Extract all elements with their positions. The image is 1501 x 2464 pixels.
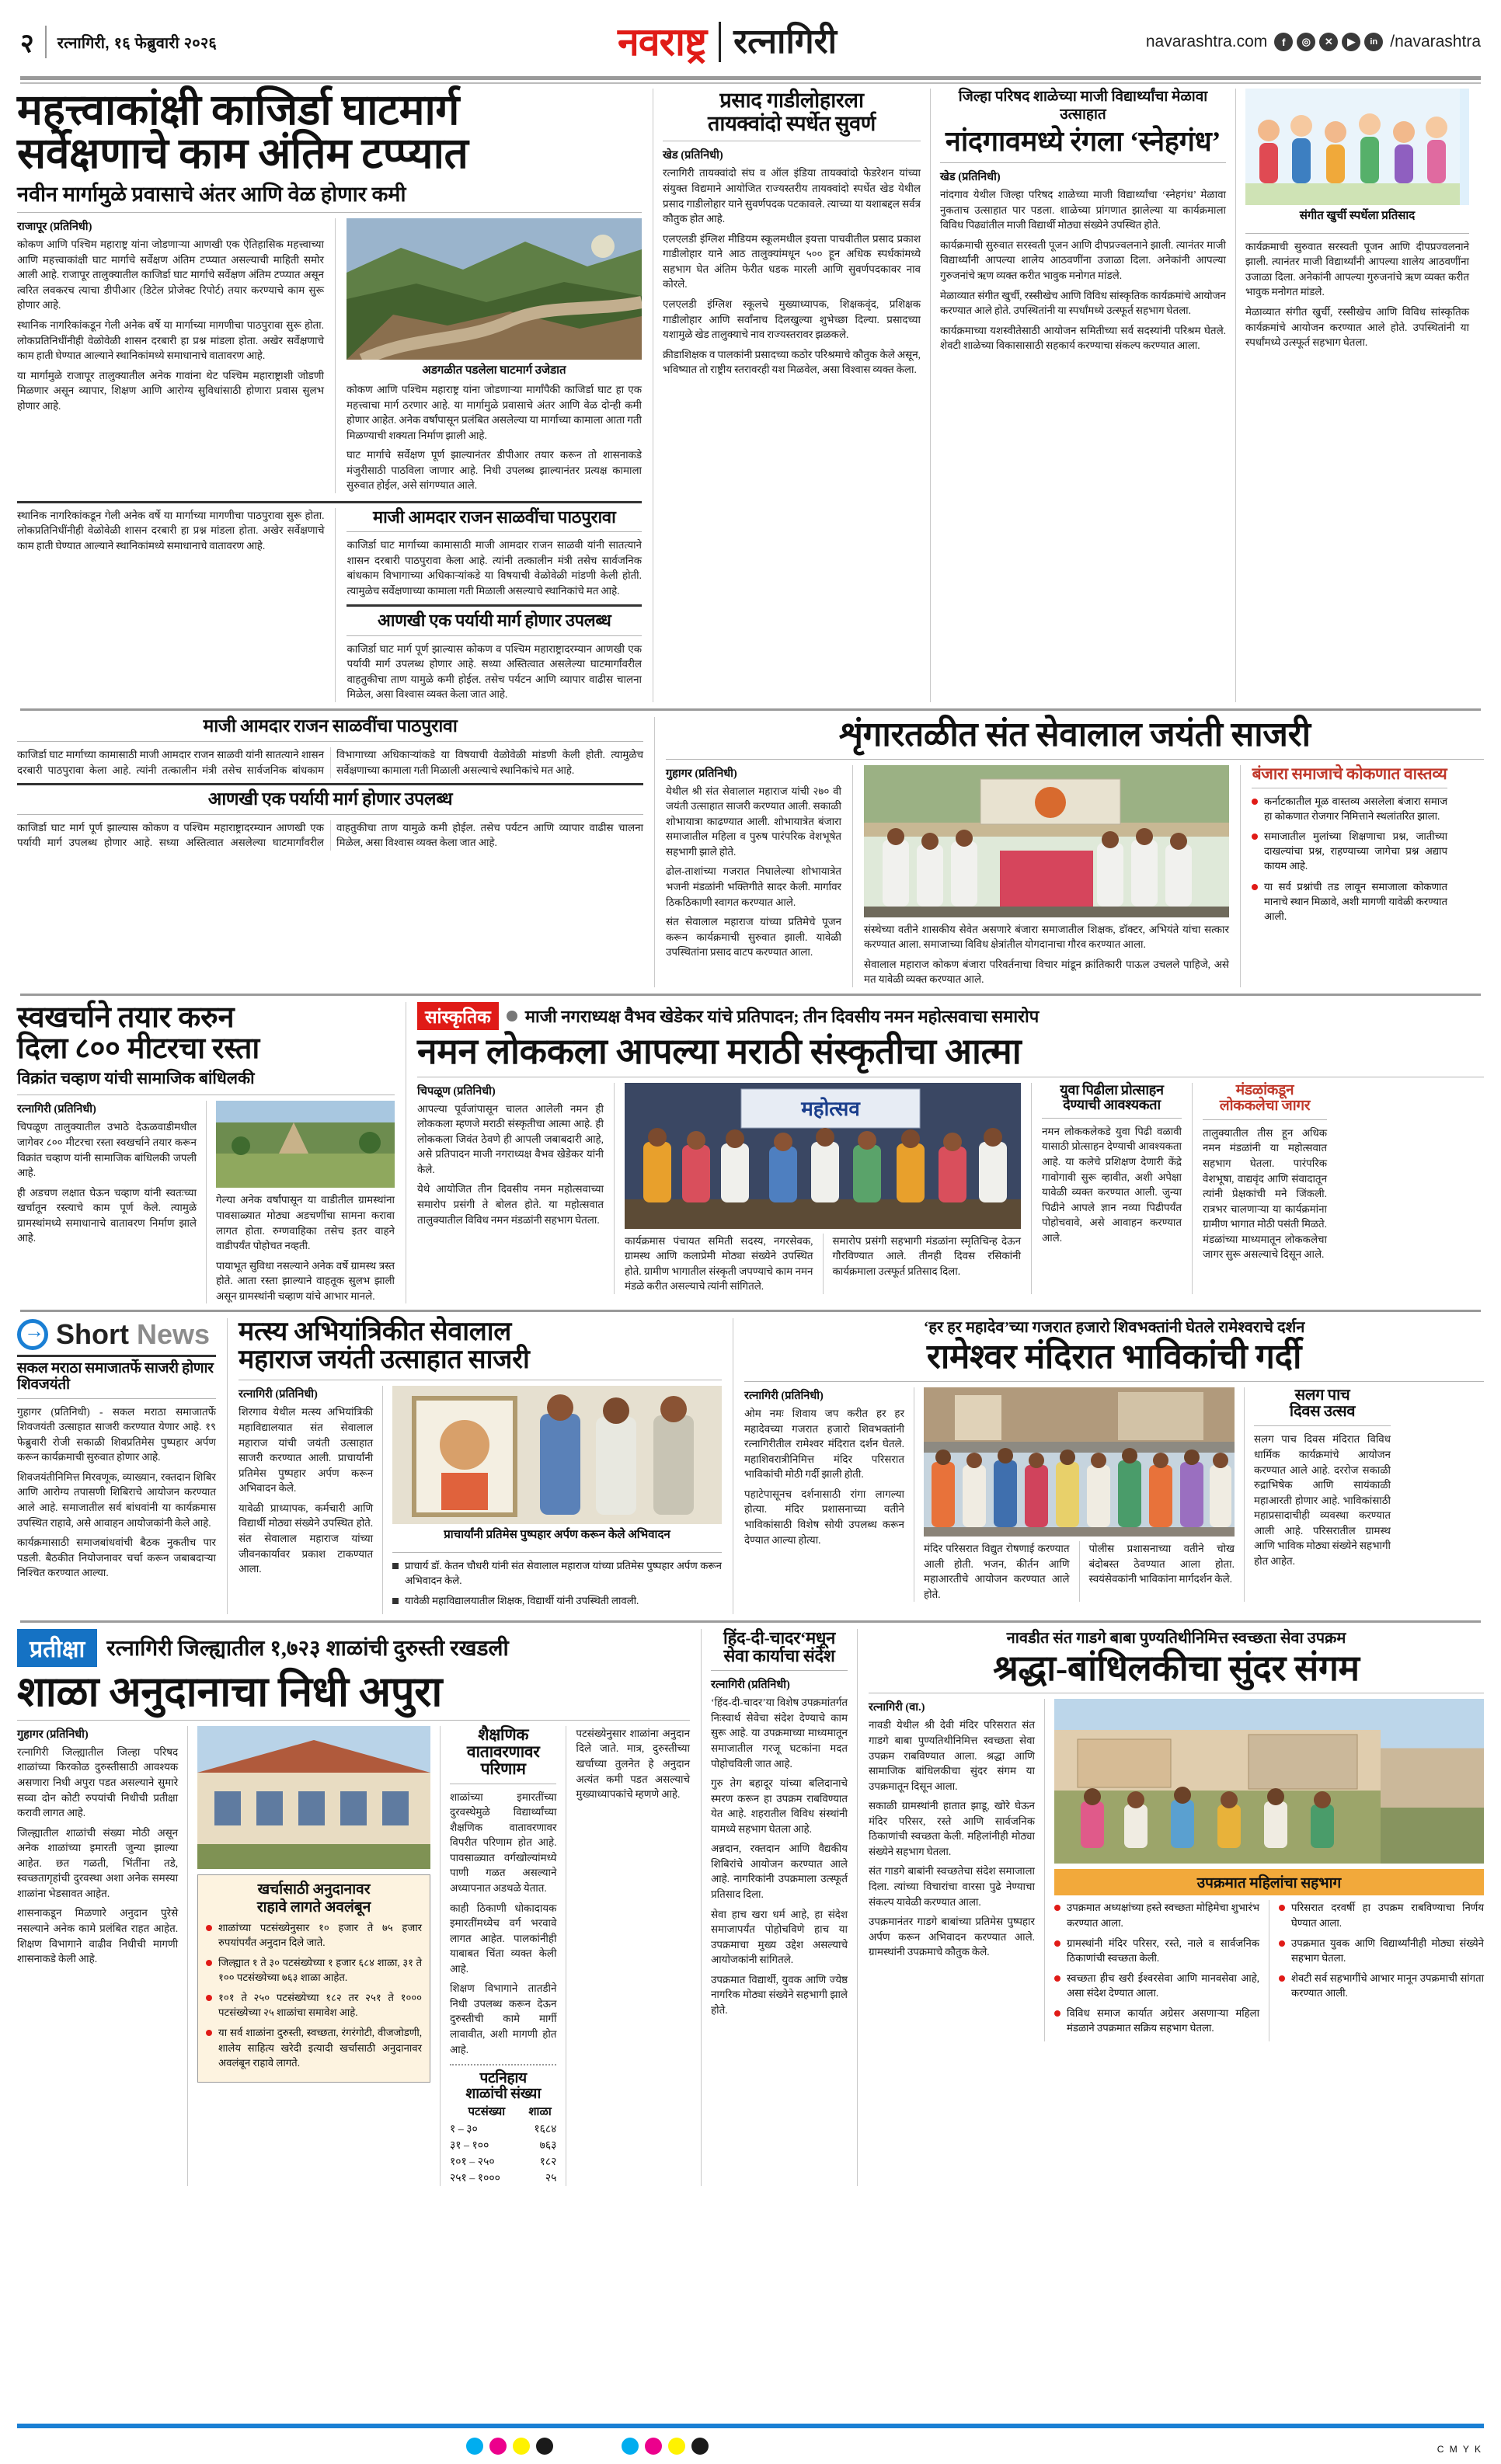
taekwondo-headline-line2: तायक्वांदो स्पर्धेत सुवर्ण: [707, 112, 876, 136]
hind-chadar-headline-2: सेवा कार्याचा संदेश: [723, 1645, 835, 1665]
bottom-section: [17, 1629, 1484, 2187]
mla-followup-body: काजिर्डा घाट मार्गाच्या कामासाठी माजी आमदार राजन साळवी यांनी सातत्याने शासन दरबारी पाठपुरावा केला आहे. त्यांनी तत्कालीन मंत्री तसेच सार्वजनिक बांधकाम विभागाच्या अधिकाऱ्यांकडे या विषयाची वेळोवेळी मांडणी केली होती. त्यामुळेच सर्वेक्षणाच्या कामाला गती मिळाली असल्याचे स्थानिकांचे मत आहे.: [347, 539, 642, 597]
snehgandh-side-body-1: कार्यक्रमाची सुरुवात सरस्वती पूजन आणि दीपप्रज्वलनाने झाली. त्यानंतर माजी विद्यार्थ्यांनी आपल्या शालेय आठवणींना उजाळा दिला. अनेकांनी आपल्या गुरुजनांचे ऋण व्यक्त करीत भावुक मनोगत मांडले.: [1245, 240, 1469, 298]
gadge-box-item: उपक्रमात अध्यक्षांच्या हस्ते स्वच्छता मोहिमेचा शुभारंभ करण्यात आला.: [1054, 1900, 1259, 1930]
alt-route-headline-2: आणखी एक पर्यायी मार्ग होणार उपलब्ध: [207, 788, 453, 809]
lead-byline: राजापूर (प्रतिनिधी): [17, 221, 92, 234]
banjara-box-headline: बंजारा समाजाचे कोकणात वास्तव्य: [1252, 764, 1447, 783]
lead-rule: [17, 212, 642, 213]
schools-expense-box: [197, 1874, 430, 2083]
bullet-dot-icon: [507, 1011, 517, 1021]
gadge-box-item: शेवटी सर्व सहभागींचे आभार मानून उपक्रमाची सांगता करण्यात आली.: [1279, 1971, 1484, 2000]
black-dot-icon: [691, 2438, 709, 2455]
alt-route-headline: आणखी एक पर्यायी मार्ग होणार उपलब्ध: [377, 611, 611, 631]
short-news-label-2: News: [137, 1318, 211, 1351]
gadge-box-item: उपक्रमात युवक आणि विद्यार्थ्यांनीही मोठ्या संख्येने सहभाग घेतला.: [1279, 1936, 1484, 1965]
naman-body-2: येथे आयोजित तीन दिवसीय नमन महोत्सवाच्या समारोप प्रसंगी ते बोलत होते. या महोत्सवात तालुक्यातील विविध नमन मंडळांनी सहभाग घेतला.: [417, 1183, 604, 1226]
academic-box-headline-3: परिणाम: [480, 1759, 526, 1779]
rameshwar-body-1: ओम नमः शिवाय जप करीत हर हर महादेवच्या गजरात हजारो शिवभक्तांनी रत्नागिरीतील रामेश्वर मंदिरात दर्शन घेतले. महाशिवरात्रीनिमित्त मंदिर परिसरात भाविकांची मोठी गर्दी झाली होती.: [744, 1408, 904, 1481]
magenta-dot-icon: [489, 2438, 507, 2455]
gadge-box-item: विविध समाज कार्यात अग्रेसर असणाऱ्या महिला मंडळाने उपक्रमात सक्रिय सहभाग घेतला.: [1054, 2006, 1259, 2035]
linkedin-icon[interactable]: in: [1364, 33, 1383, 51]
gadge-body-1: नावडी येथील श्री देवी मंदिर परिसरात संत गाडगे बाबा पुण्यतिथीनिमित्त स्वच्छता सेवा उपक्रम राबविण्यात आला. श्रद्धा आणि सामाजिक बांधिलकीचा सुंदर संगम या उपक्रमातून दिसून आला.: [869, 1719, 1035, 1792]
school-count-table: [450, 2102, 556, 2186]
schools-box-item: १०१ ते २५० पटसंख्येच्या १८२ तर २५१ ते १००० पटसंख्येच्या २५ शाळांचा समावेश आहे.: [206, 1990, 422, 2020]
rameshwar-temple-crowd-photo: [924, 1387, 1235, 1537]
table-cell: १६८४: [534, 2124, 557, 2136]
snehgandh-story: [931, 89, 1235, 702]
banjara-item: समाजातील मुलांच्या शिक्षणाचा प्रश्न, जातीच्या दाखल्यांचा प्रश्न, राहण्याच्या जागेचा प्रश्न अद्याप कायम आहे.: [1252, 829, 1447, 873]
short-news-label-1: Short: [56, 1318, 129, 1351]
footer-blue-bar: [17, 2424, 1484, 2428]
schools-headline: शाळा अनुदानाचा निधी अपुरा: [17, 1668, 443, 1715]
table-cell: १ – ३०: [449, 2124, 478, 2136]
five-days-box-headline-2: दिवस उत्सव: [1289, 1403, 1356, 1421]
taekwondo-story: [653, 89, 930, 702]
ghat-road-photo: [347, 218, 642, 360]
arrow-circle-icon: [17, 1319, 48, 1350]
naman-section: [17, 1002, 1484, 1303]
hind-chadar-byline: रत्नागिरी (प्रतिनिधी): [711, 1679, 790, 1692]
schools-body-1: रत्नागिरी जिल्ह्यातील जिल्हा परिषद शाळांच्या किरकोळ दुरुस्तीसाठी आवश्यक असणारा निधी अपुरा पडत असल्याने सुमारे सव्वा दोन कोटी रुपयांची निधीची प्रतीक्षा करावी लागत आहे.: [17, 1745, 179, 1819]
schools-box-item: शाळांच्या पटसंख्येनुसार १० हजार ते ७५ हजार रुपयांपर्यंत अनुदान दिले जाते.: [206, 1920, 422, 1950]
lead-headline-line2: सर्वेक्षणाचे काम अंतिम टप्प्यात: [17, 130, 468, 178]
rameshwar-body-4: पोलीस प्रशासनाच्या वतीने चोख बंदोबस्त ठेवण्यात आला होता. स्वयंसेवकांनी भाविकांना मार्गदर्शन केले.: [1088, 1543, 1235, 1585]
lead-body-5: या मार्गामुळे राजापूर तालुक्यातील अनेक गावांना थेट पश्चिम महाराष्ट्राशी जोडणी मिळणार असून व्यापार, शिक्षण आणि आरोग्य सुविधांसाठी होणारा प्रवास सुलभ होणार आहे.: [17, 369, 324, 412]
sevalal-body-1: येथील श्री संत सेवालाल महाराज यांची २७० वी जयंती उत्साहात साजरी करण्यात आली. सकाळी शोभायात्रा काढण्यात आली. शोभायात्रेत बंजारा समाजातील महिला व पुरुष पारंपरिक वेशभूषेत सहभागी झाले होते.: [666, 785, 841, 858]
logo-separator: [719, 22, 721, 62]
masthead-right: [1108, 33, 1481, 51]
naman-kicker: माजी नगराध्यक्ष वैभव खेडेकर यांचे प्रतिपादन; तीन दिवसीय नमन महोत्सवाचा समारोप: [524, 1006, 1040, 1026]
sevalal-body-5: सेवालाल महाराज कोकण बंजारा परिवर्तनाचा विचार मांडून क्रांतिकारी पाऊल उचलले पाहिजे, असे मत यावेळी व्यक्त करण्यात आले.: [864, 958, 1229, 986]
gadge-box-list-left: [1054, 1900, 1259, 2041]
hind-chadar-body-4: सेवा हाच खरा धर्म आहे, हा संदेश समाजापर्यंत पोहोचविणे हाच या उपक्रमाचा मुख्य उद्देश असल्याचे आयोजकांनी सांगितले.: [711, 1908, 848, 1966]
table-cell: ७६३: [539, 2140, 557, 2153]
gadge-box-item: स्वच्छता हीच खरी ईश्वरसेवा आणि मानवसेवा आहे, असा संदेश देण्यात आला.: [1054, 1971, 1259, 2000]
page-number: २: [20, 29, 34, 58]
table-cell: २५: [545, 2173, 557, 2185]
road-subheadline: विक्रांत चव्हाण यांची सामाजिक बांधिलकी: [17, 1069, 255, 1088]
road-body-4: पायाभूत सुविधा नसल्याने अनेक वर्षे ग्रामस्थ त्रस्त होते. आता रस्ता झाल्याने वाहतूक सुलभ झाली असून ग्रामस्थांनी चव्हाण यांचे आभार मानले.: [216, 1259, 395, 1302]
alt-route-body-2: काजिर्डा घाट मार्ग पूर्ण झाल्यास कोकण व पश्चिम महाराष्ट्रादरम्यान आणखी एक पर्यायी मार्ग उपलब्ध होणार आहे. सध्या अस्तित्वात असलेल्या घाटमार्गांवरील वाहतुकीचा ताण यामुळे कमी होईल. तसेच पर्यटन आणि व्यापार वाढीस चालना मिळेल, असा विश्वास व्यक्त केला जात आहे.: [17, 821, 643, 849]
midlower-section-rule: [20, 1620, 1481, 1623]
mandale-box-headline-2: लोककलेचा जागर: [1219, 1097, 1311, 1114]
snehgandh-kicker: जिल्हा परिषद शाळेच्या माजी विद्यार्थ्यांचा मेळावा उत्साहात: [958, 89, 1208, 123]
mla-followup-body-2: काजिर्डा घाट मार्गाच्या कामासाठी माजी आमदार राजन साळवी यांनी सातत्याने शासन दरबारी पाठपुरावा केला आहे. त्यांनी तत्कालीन मंत्री तसेच सार्वजनिक बांधकाम विभागाच्या अधिकाऱ्यांकडे या विषयाची वेळोवेळी मांडणी केली होती. त्यामुळेच सर्वेक्षणाच्या कामाला गती मिळाली असल्याचे स्थानिकांचे मत आहे.: [17, 749, 643, 776]
naman-story: [406, 1002, 1484, 1303]
rameshwar-body-3: मंदिर परिसरात विद्युत रोषणाई करण्यात आली होती. भजन, कीर्तन आणि महाआरतीचे आयोजन करण्यात आले होते.: [924, 1543, 1070, 1600]
social-handle: /navarashtra: [1390, 33, 1481, 50]
gadge-body-3: संत गाडगे बाबांनी स्वच्छतेचा संदेश समाजाला दिला. त्यांच्या विचारांचा वारसा पुढे नेण्याचा संकल्प यावेळी करण्यात आला.: [869, 1865, 1035, 1908]
sevalal-jayanti-story: [655, 717, 1484, 987]
schools-box-headline-1: खर्चासाठी अनुदानावर: [257, 1881, 371, 1898]
youth-box-body: नमन लोककलेकडे युवा पिढी वळावी यासाठी प्रोत्साहन देण्याची आवश्यकता आहे. या कलेचे प्रशिक्षण देणारी केंद्रे गावोगावी सुरू व्हावीत, अशी अपेक्षा यावेळी व्यक्त करण्यात आली. जुन्या पिढीने आपले ज्ञान नव्या पिढीपर्यंत पोहोचवावे, असे आवाहन करण्यात आले.: [1042, 1125, 1182, 1244]
youth-box-headline: युवा पिढीला प्रोत्साहन देण्याची आवश्यकता: [1060, 1081, 1164, 1112]
table-row: [450, 2137, 556, 2153]
lead-subheadline: नवीन मार्गामुळे प्रवासाचे अंतर आणि वेळ होणार कमी: [17, 183, 406, 207]
lead-body-1: कोकण आणि पश्चिम महाराष्ट्र यांना जोडणाऱ्या आणखी एक ऐतिहासिक महत्त्वाच्या आणि महत्त्वाकांक्षी घाट मार्गाचे सर्वेक्षण अंतिम टप्प्यात असल्याची माहिती समोर आली आहे. राजापूर तालुक्यातील काजिर्डा घाट मार्गाचे सर्वेक्षण अंतिम टप्प्यात असून त्वरित लवकरच त्याचा डीपीआर (डिटेल प्रोजेक्ट रिपोर्ट) तयार करण्याचे काम सुरू होणार आहे.: [17, 238, 324, 311]
rameshwar-byline: रत्नागिरी (प्रतिनिधी): [744, 1390, 824, 1403]
matsya-bullet-list: [392, 1558, 722, 1608]
academic-box-body-3: शिक्षण विभागाने तातडीने निधी उपलब्ध करून देऊन दुरुस्तीची कामे मार्गी लावावीत, अशी मागणी होत आहे.: [449, 1982, 557, 2055]
alt-route-body: काजिर्डा घाट मार्ग पूर्ण झाल्यास कोकण व पश्चिम महाराष्ट्रादरम्यान आणखी एक पर्यायी मार्ग उपलब्ध होणार आहे. सध्या अस्तित्वात असलेल्या घाटमार्गांवरील वाहतुकीचा ताण यामुळे कमी होईल. तसेच पर्यटन आणि व्यापार वाढीस चालना मिळेल, असा विश्वास व्यक्त केला जात आहे.: [347, 642, 642, 701]
short-news-body-1: गुहागर (प्रतिनिधी) - सकल मराठा समाजातर्फे शिवजयंती उत्साहात साजरी करण्यात येणार आहे. १९ फेब्रुवारी रोजी सकाळी शिवप्रतिमेस पुष्पहार अर्पण करून कार्यक्रमाची सुरुवात होणार आहे.: [17, 1405, 216, 1463]
gadge-kicker: नावडीत संत गाडगे बाबा पुण्यतिथीनिमित्त स्वच्छता सेवा उपक्रम: [1006, 1629, 1346, 1647]
schools-body-4: पटसंख्येनुसार शाळांना अनुदान दिले जाते. मात्र, दुरुस्तीच्या खर्चाच्या तुलनेत हे अनुदान अत्यंत कमी पडत असल्याचे मुख्याध्यापकांचे म्हणणे आहे.: [576, 1727, 691, 1801]
naman-body-1: आपल्या पूर्वजांपासून चालत आलेली नमन ही लोककला म्हणजे मराठी संस्कृतीचा आत्मा आहे. ही लोककला जिवंत ठेवणे ही आपली जबाबदारी आहे, असे प्रतिपादन माजी नगराध्यक्ष वैभव खेडेकर यांनी केले.: [417, 1102, 604, 1175]
schools-story: [17, 1629, 701, 2187]
magenta-dot-icon: [645, 2438, 662, 2455]
academic-box-headline-2: वातावरणावर: [466, 1742, 540, 1762]
academic-box-headline-1: शैक्षणिक: [478, 1724, 529, 1744]
rameshwar-kicker: ‘हर हर महादेव’च्या गजरात हजारो शिवभक्तांनी घेतले रामेश्वराचे दर्शन: [923, 1319, 1305, 1337]
rameshwar-headline: रामेश्वर मंदिरात भाविकांची गर्दी: [926, 1338, 1302, 1376]
sevalal-section-rule: [20, 994, 1481, 996]
schools-box-item: जिल्ह्यात १ ते ३० पटसंख्येच्या १ हजार ६८४ शाळा, ३१ ते १०० पटसंख्येच्या ७६३ शाळा आहेत.: [206, 1955, 422, 1985]
snehgandh-byline: खेड (प्रतिनिधी): [940, 171, 1001, 184]
black-dot-icon: [536, 2438, 553, 2455]
mandale-box-body: तालुक्यातील तीस हून अधिक नमन मंडळांनी या महोत्सवात सहभाग घेतला. पारंपरिक वेशभूषा, वाद्यवृंद आणि संवादातून त्यांनी प्रेक्षकांची मने जिंकली. रात्रभर चालणाऱ्या या कार्यक्रमांना ग्रामीण भागात मोठी पसंती मिळते. मंडळांच्या माध्यमातून लोककलेचा जागर सुरू असल्याचे दिसून आले.: [1203, 1126, 1327, 1261]
taekwondo-body-2: एलएलडी इंग्लिश मीडियम स्कूलमधील इयत्ता पाचवीतील प्रसाद प्रकाश गाडीलोहार याने आठ तालुक्यांमधून ५०० हून अधिक स्पर्धकांमध्ये सहभाग घेत अंतिम फेरीत धडक मारली आणि सुवर्णपदकावर नाव कोरले.: [663, 232, 921, 291]
five-days-box-headline-1: सलग पाच: [1294, 1387, 1350, 1404]
five-days-box-body: सलग पाच दिवस मंदिरात विविध धार्मिक कार्यक्रमांचे आयोजन करण्यात आले आहे. दररोज सकाळी रुद्राभिषेक आणि सायंकाळी महाआरती होणार आहे. भाविकांसाठी महाप्रसादाचीही व्यवस्था करण्यात आली आहे. परिसरातील ग्रामस्थ आणि भाविक मोठ्या संख्येने सहभागी होत आहेत.: [1254, 1433, 1391, 1567]
road-800m-story: [17, 1002, 406, 1303]
sevalal-section: [17, 717, 1484, 987]
matsya-caption: प्राचार्यांनी प्रतिमेस पुष्पहार अर्पण करून केले अभिवादन: [444, 1529, 670, 1542]
lead-bottom-rule: [17, 501, 642, 503]
hind-chadar-body-2: गुरु तेग बहादूर यांच्या बलिदानाचे स्मरण करून हा उपक्रम राबविण्यात येत आहे. शहरातील विविध संस्थांनी यामध्ये सहभाग घेतला आहे.: [711, 1777, 848, 1835]
cyan-dot-icon: [466, 2438, 483, 2455]
top-section-rule: [20, 708, 1481, 711]
masthead-left: [20, 24, 347, 60]
schools-body-3: शासनाकडून मिळणारे अनुदान पुरेसे नसल्याने अनेक कामे प्रलंबित राहत आहेत. शिक्षण विभागाने वाढीव निधीची मागणी शासनाकडे केली आहे.: [17, 1907, 179, 1965]
matsya-body-1: शिरगाव येथील मत्स्य अभियांत्रिकी महाविद्यालयात संत सेवालाल महाराज यांची जयंती उत्साहात साजरी करण्यात आली. प्राचार्यांनी प्रतिमेस पुष्पहार अर्पण करून अभिवादन केले.: [239, 1406, 374, 1495]
mla-followup-headline: माजी आमदार राजन साळवींचा पाठपुरावा: [372, 506, 616, 527]
taekwondo-body-4: क्रीडाशिक्षक व पालकांनी प्रसादच्या कठोर परिश्रमाचे कौतुक केले असून, भविष्यात तो राष्ट्रीय स्तरावरही यश मिळवेल, असा विश्वास व्यक्त केला.: [663, 348, 921, 376]
gadge-body-4: उपक्रमानंतर गाडगे बाबांच्या प्रतिमेस पुष्पहार अर्पण करून अभिवादन करण्यात आले. ग्रामस्थांनी उपक्रमाचे कौतुक केले.: [869, 1916, 1035, 1958]
school-table-title-1: पटनिहाय: [479, 2070, 527, 2087]
snehgandh-body-3: मेळाव्यात संगीत खुर्ची, रस्सीखेच आणि विविध सांस्कृतिक कार्यक्रमांचे आयोजन करण्यात आले होते. उपस्थितांनी या स्पर्धांमध्ये उत्स्फूर्त सहभाग घेतला.: [940, 289, 1226, 317]
naman-festival-stage-photo: [625, 1083, 1021, 1229]
snehgandh-body-1: नांदगाव येथील जिल्हा परिषद शाळेच्या माजी विद्यार्थ्यांचा ‘स्नेहगंध’ मेळावा नुकताच उत्साहात पार पडला. शाळेच्या प्रांगणात झालेल्या या कार्यक्रमाला विविध पिढ्यांतील माजी विद्यार्थी मोठ्या संख्येने उपस्थित होते.: [940, 189, 1226, 231]
road-headline-line1: स्वखर्चाने तयार करुन: [17, 1001, 235, 1034]
sevalal-procession-photo: [864, 765, 1229, 917]
table-row: [450, 2121, 556, 2137]
short-news-body-2: शिवजयंतीनिमित्त मिरवणूक, व्याख्यान, रक्तदान शिबिर आणि आरोग्य तपासणी शिबिराचे आयोजन करण्यात आले आहे. समाजातील सर्व बांधवांनी या कार्यक्रमास उपस्थित राहावे, असे आवाहन आयोजकांनी केले आहे.: [17, 1470, 216, 1529]
rameshwar-story: [733, 1318, 1484, 1613]
lead-body-3: स्थानिक नागरिकांकडून गेली अनेक वर्षे या मार्गाच्या मागणीचा पाठपुरावा सुरू होता. लोकप्रतिनिधींनीही वेळोवेळी शासन दरबारी हा प्रश्न मांडला होता. अखेर सर्वेक्षणाचे काम हाती घेण्यात आल्याने स्थानिकांमध्ये समाधानाचे वातावरण आहे.: [17, 319, 324, 362]
website-url[interactable]: navarashtra.com: [1145, 33, 1268, 50]
snehgandh-cartoon-illustration: [1245, 89, 1469, 205]
gadge-box-list-right: [1279, 1900, 1484, 2041]
sevalal-byline: गुहागर (प्रतिनिधी): [666, 767, 737, 780]
dateline: रत्नागिरी, १६ फेब्रुवारी २०२६: [57, 34, 218, 52]
academic-box-body-2: काही ठिकाणी धोकादायक इमारतींमध्येच वर्ग भरवावे लागत आहेत. पालकांनीही याबाबत चिंता व्यक्त केली आहे.: [449, 1902, 557, 1975]
schools-byline: गुहागर (प्रतिनिधी): [17, 1728, 89, 1741]
schools-body-2: जिल्ह्यातील शाळांची संख्या मोठी असून अनेक शाळांच्या इमारती जुन्या झाल्या आहेत. छत गळती, भिंतींना तडे, स्वच्छतागृहांची दुरवस्था अशा अनेक समस्या शाळांना भेडसावत आहेत.: [17, 1826, 179, 1899]
short-news-header: [17, 1318, 216, 1351]
sevalal-left-filler: [17, 717, 654, 987]
lead-headline-line1: महत्त्वाकांक्षी काजिर्डा घाटमार्ग: [17, 86, 460, 134]
snehgandh-illustration-block: [1236, 89, 1469, 702]
school-table-title-2: शाळांची संख्या: [465, 2086, 542, 2103]
sevalal-headline: शृंगारतळीत संत सेवालाल जयंती साजरी: [839, 715, 1311, 754]
matsya-headline-line2: महाराज जयंती उत्साहात साजरी: [239, 1345, 530, 1375]
hind-chadar-body-1: ‘हिंद-दी-चादर’या विशेष उपक्रमांतर्गत निःस्वार्थ सेवेचा संदेश देण्याचे काम सुरू आहे. या उपक्रमाच्या माध्यमातून समाजातील गरजू घटकांना मदत पोहोचविली जात आहे.: [711, 1697, 848, 1770]
village-road-photo: [216, 1101, 395, 1188]
midlower-section: [17, 1318, 1484, 1613]
svg-text:महोत्सव: महोत्सव: [801, 1096, 860, 1120]
table-header-cell: शाळा: [528, 2106, 552, 2119]
lead-body-2: कोकण आणि पश्चिम महाराष्ट्र यांना जोडणाऱ्या मार्गांपैकी काजिर्डा घाट हा एक महत्त्वाचा मार्ग ठरणार आहे. या मार्गामुळे प्रवासाचे अंतर आणि वेळ दोन्ही कमी होणार आहेत. अनेक वर्षांपासून प्रलंबित असलेल्या या मार्गाच्या कामाला आता गती मिळण्याची शक्यता निर्माण झाली आहे.: [347, 383, 642, 441]
lead-body-extra-1: स्थानिक नागरिकांकडून गेली अनेक वर्षे या मार्गाच्या मागणीचा पाठपुरावा सुरू होता. लोकप्रतिनिधींनीही वेळोवेळी शासन दरबारी हा प्रश्न मांडला होता. अखेर सर्वेक्षणाचे काम हाती घेण्यात आल्याने स्थानिकांमध्ये समाधानाचे वातावरण आहे.: [17, 509, 325, 552]
gadge-headline: श्रद्धा-बांधिलकीचा सुंदर संगम: [993, 1648, 1360, 1688]
gadge-box-item: ग्रामस्थांनी मंदिर परिसर, रस्ते, नाले व सार्वजनिक ठिकाणांची स्वच्छता केली.: [1054, 1936, 1259, 1965]
school-building-photo: [197, 1726, 430, 1869]
hind-chadar-headline-1: हिंद-दी-चादर‘मधून: [723, 1627, 836, 1648]
lead-story: [17, 86, 653, 702]
snehgandh-body-4: कार्यक्रमाच्या यशस्वीतेसाठी आयोजन समितीच्या सर्व सदस्यांनी परिश्रम घेतले. शेवटी शाळेच्या विकासासाठी सहकार्य करण्याचा संकल्प करण्यात आला.: [940, 324, 1226, 352]
masthead: [17, 0, 1484, 75]
road-byline: रत्नागिरी (प्रतिनिधी): [17, 1103, 96, 1116]
schools-box-item: या सर्व शाळांना दुरुस्ती, स्वच्छता, रंगरंगोटी, वीजजोडणी, शालेय साहित्य खरेदी इत्यादी खर्चासाठी अनुदानावर अवलंबून राहावे लागते.: [206, 2025, 422, 2069]
top-section: [17, 86, 1484, 702]
gadge-box-headline: उपक्रमात महिलांचा सहभाग: [1054, 1869, 1484, 1895]
mla-followup-headline-2: माजी आमदार राजन साळवींचा पाठपुरावा: [203, 716, 458, 736]
gadge-baba-story: [858, 1629, 1484, 2187]
table-row: [450, 2170, 556, 2186]
cmyk-dots: [466, 2438, 553, 2455]
matsya-story: [228, 1318, 733, 1613]
table-cell: २५१ – १०००: [449, 2173, 500, 2185]
taekwondo-body-3: एलएलडी इंग्लिश स्कूलचे मुख्याध्यापक, शिक्षकवृंद, प्रशिक्षक गाडीलोहार आणि सर्वांनाच दिलखुल्या शुभेच्छा दिल्या. प्रसादच्या यशामुळे खेड तालुक्याचे नाव राज्यस्तरावर झळकले.: [663, 298, 921, 341]
cyan-dot-icon: [622, 2438, 639, 2455]
naman-body-3: कार्यक्रमास पंचायत समिती सदस्य, नगरसेवक, ग्रामस्थ आणि कलाप्रेमी मोठ्या संख्येने उपस्थित होते. ग्रामीण भागातील संस्कृती जपण्याचे काम नमन मंडळे करीत असल्याचे त्यांनी सांगितले.: [625, 1234, 813, 1293]
banjara-box-list: [1252, 794, 1447, 924]
short-news-body-3: कार्यक्रमासाठी समाजबांधवांची बैठक नुकतीच पार पडली. बैठकीत नियोजनावर चर्चा करून जबाबदाऱ्या निश्चित करण्यात आल्या.: [17, 1537, 216, 1579]
snehgandh-body-2: कार्यक्रमाची सुरुवात सरस्वती पूजन आणि दीपप्रज्वलनाने झाली. त्यानंतर माजी विद्यार्थ्यांनी आपल्या शालेय आठवणींना उजाळा दिला. अनेकांनी आपल्या गुरुजनांचे ऋण व्यक्त करीत भावुक मनोगत मांडले.: [940, 238, 1226, 281]
yellow-dot-icon: [668, 2438, 685, 2455]
masthead-rule-thin: [20, 82, 1481, 84]
snehgandh-side-body-2: मेळाव्यात संगीत खुर्ची, रस्सीखेच आणि विविध सांस्कृतिक कार्यक्रमांचे आयोजन करण्यात आले होते. उपस्थितांनी या स्पर्धांमध्ये उत्स्फूर्त सहभाग घेतला.: [1245, 306, 1469, 349]
gadge-box-item: परिसरात दरवर्षी हा उपक्रम राबविण्याचा निर्णय घेण्यात आला.: [1279, 1900, 1484, 1930]
mandale-box-headline-1: मंडळांकडून: [1235, 1081, 1294, 1098]
road-body-2: गेल्या अनेक वर्षांपासून या वाडीतील ग्रामस्थांना पावसाळ्यात मोठ्या अडचणींचा सामना करावा लागत होता. रुग्णवाहिका तसेच इतर वाहने वाडीपर्यंत पोहोचत नव्हती.: [216, 1194, 395, 1252]
banjara-item: कर्नाटकातील मूळ वास्तव्य असलेला बंजारा समाज हा कोकणात रोजगार निमित्ताने स्थलांतरित झाला.: [1252, 794, 1447, 823]
road-headline-line2: दिला ८०० मीटरचा रस्ता: [17, 1032, 259, 1066]
snehgandh-caption: संगीत खुर्ची स्पर्धेला प्रतिसाद: [1299, 210, 1416, 222]
table-cell: १०१ – २५०: [449, 2156, 495, 2169]
short-news-block: [17, 1318, 227, 1613]
cleanliness-drive-photo: [1054, 1699, 1484, 1864]
matsya-byline: रत्नागिरी (प्रतिनिधी): [239, 1388, 318, 1401]
taekwondo-byline: खेड (प्रतिनिधी): [663, 149, 723, 162]
table-header-cell: पटसंख्या: [468, 2106, 506, 2119]
lead-body-4: घाट मार्गाचे सर्वेक्षण पूर्ण झाल्यानंतर डीपीआर तयार करून तो शासनाकडे मंजुरीसाठी पाठविला जाणार आहे. निधी उपलब्ध झाल्यानंतर प्रत्यक्ष कामाला सुरुवात होईल, असे सांगण्यात आले.: [347, 449, 642, 492]
facebook-icon[interactable]: f: [1274, 33, 1293, 51]
sevalal-body-2: ढोल-ताशांच्या गजरात निघालेल्या शोभायात्रेत भजनी मंडळांनी भक्तिगीते सादर केली. मार्गावर ठिकठिकाणी स्वागत करण्यात आले.: [666, 865, 841, 908]
schools-box-list: [206, 1920, 422, 2070]
schools-kicker: रत्नागिरी जिल्ह्यातील १,७२३ शाळांची दुरुस्ती रखडली: [106, 1637, 509, 1662]
schools-box-headline-2: राहावे लागते अवलंबून: [256, 1898, 371, 1916]
snehgandh-headline: नांदगावमध्ये रंगला ‘स्नेहगंध’: [945, 125, 1221, 157]
hind-chadar-body-5: उपक्रमात विद्यार्थी, युवक आणि ज्येष्ठ नागरिक मोठ्या संख्येने सहभागी झाले होते.: [711, 1973, 848, 2016]
naman-headline: नमन लोककला आपल्या मराठी संस्कृतीचा आत्मा: [417, 1031, 1022, 1071]
naman-byline: चिपळूण (प्रतिनिधी): [417, 1084, 496, 1098]
edition-name: रत्नागिरी: [733, 23, 838, 61]
cmyk-dots-right: [622, 2438, 709, 2455]
hind-chadar-body-3: अन्नदान, रक्तदान आणि वैद्यकीय शिबिरांचे आयोजन करण्यात आले आहे. नागरिकांनी उपक्रमाला उत्स्फूर्त प्रतिसाद दिला.: [711, 1843, 848, 1900]
banjara-item: या सर्व प्रश्नांची तड लावून समाजाला कोकणात मानाचे स्थान मिळावे, अशी मागणी यावेळी करण्यात आली.: [1252, 879, 1447, 924]
taekwondo-body-1: रत्नागिरी तायक्वांदो संघ व ऑल इंडिया तायक्वांदो फेडरेशन यांच्या संयुक्त विद्यमाने आयोजित राज्यस्तरीय तायक्वांदो स्पर्धेत खेड येथील प्रसाद गाडीलोहार याने सुवर्णपदक पटकावले. त्याच्या या यशाबद्दल सर्वत्र कौतुक होत आहे.: [663, 167, 921, 225]
rameshwar-body-2: पहाटेपासूनच दर्शनासाठी रांगा लागल्या होत्या. मंदिर प्रशासनाच्या वतीने भाविकांसाठी विशेष सोयी उपलब्ध करून देण्यात आल्या होत्या.: [744, 1488, 904, 1546]
yellow-dot-icon: [513, 2438, 530, 2455]
sevalal-portrait-honour-photo: [392, 1386, 722, 1524]
masthead-logo-group: [347, 22, 1108, 62]
gadge-byline: रत्नागिरी (वा.): [869, 1701, 925, 1714]
matsya-bullet: यावेळी महाविद्यालयातील शिक्षक, विद्यार्थी यांनी उपस्थिती लावली.: [392, 1593, 722, 1608]
social-links: [1274, 33, 1383, 51]
matsya-bullet: प्राचार्य डॉ. केतन चौधरी यांनी संत सेवालाल महाराज यांच्या प्रतिमेस पुष्पहार अर्पण करून अभिवादन केले.: [392, 1558, 722, 1588]
matsya-body-2: यावेळी प्राध्यापक, कर्मचारी आणि विद्यार्थी मोठ्या संख्येने उपस्थित होते. संत सेवालाल महाराज यांच्या जीवनकार्यावर प्रकाश टाकण्यात आला.: [239, 1502, 374, 1575]
table-cell: १८२: [539, 2156, 557, 2169]
x-icon[interactable]: ✕: [1319, 33, 1338, 51]
table-cell: ३१ – १००: [449, 2140, 489, 2153]
cmyk-mark: C M Y K: [1437, 2444, 1482, 2455]
table-row: [450, 2153, 556, 2170]
taekwondo-headline-line1: प्रसाद गाडीलोहारला: [719, 89, 864, 112]
pratiksha-badge: प्रतीक्षा: [17, 1629, 97, 1667]
naman-section-rule: [20, 1310, 1481, 1312]
ghat-photo-caption: अडगळीत पडलेला घाटमार्ग उजेडात: [422, 364, 566, 378]
hind-chadar-story: [702, 1629, 857, 2187]
masthead-rule-thick: [20, 76, 1481, 80]
academic-box-body-1: शाळांच्या इमारतींच्या दुरवस्थेमुळे विद्यार्थ्यांच्या शैक्षणिक वातावरणावर विपरीत परिणाम होत आहे. पावसाळ्यात वर्गखोल्यांमध्ये पाणी गळत असल्याने अध्यापनात अडथळे येतात.: [449, 1791, 557, 1894]
gadge-body-2: सकाळी ग्रामस्थांनी हातात झाडू, खोरे घेऊन मंदिर परिसर, रस्ते आणि सार्वजनिक ठिकाणांची स्वच्छता केली. महिलांनीही मोठ्या संख्येने सहभाग घेतला.: [869, 1800, 1035, 1857]
sevalal-body-3: संत सेवालाल महाराज यांच्या प्रतिमेचे पूजन करून कार्यक्रमाची सुरुवात झाली. यावेळी उपस्थितांना प्रसाद वाटप करण्यात आला.: [666, 916, 841, 959]
matsya-headline-line1: मत्स्य अभियांत्रिकीत सेवालाल: [239, 1317, 512, 1347]
masthead-divider: [45, 26, 47, 58]
sanskritik-tag: सांस्कृतिक: [417, 1002, 499, 1030]
footer-bar-wrap: [17, 2424, 1484, 2428]
road-body-3: ही अडचण लक्षात घेऊन चव्हाण यांनी स्वतःच्या खर्चातून रस्त्याचे काम पूर्ण केले. त्यामुळे ग्रामस्थांमध्ये समाधानाचे वातावरण निर्माण झाले आहे.: [17, 1186, 197, 1244]
instagram-icon[interactable]: ◎: [1297, 33, 1315, 51]
navarashtra-logo: नवराष्ट्र: [617, 20, 707, 64]
naman-body-4: समारोप प्रसंगी सहभागी मंडळांना स्मृतिचिन्ह देऊन गौरविण्यात आले. तीनही दिवस रसिकांनी कार्यक्रमाला उत्स्फूर्त प्रतिसाद दिला.: [832, 1234, 1021, 1277]
sevalal-body-4: संस्थेच्या वतीने शासकीय सेवेत असणारे बंजारा समाजातील शिक्षक, डॉक्टर, अभियंते यांचा सत्कार करण्यात आला. समाजाच्या विविध क्षेत्रांतील योगदानाचा गौरव करण्यात आला.: [864, 923, 1229, 951]
youtube-icon[interactable]: ▶: [1342, 33, 1360, 51]
road-body-1: चिपळूण तालुक्यातील उभाठे देऊळवाडीमधील जागेवर ८०० मीटरचा रस्ता स्वखर्चाने तयार करून विक्रांत चव्हाण यांनी सामाजिक बांधिलकी जपली आहे.: [17, 1121, 197, 1179]
short-news-headline: सकल मराठा समाजातर्फे साजरी होणार शिवजयंती: [17, 1360, 214, 1393]
